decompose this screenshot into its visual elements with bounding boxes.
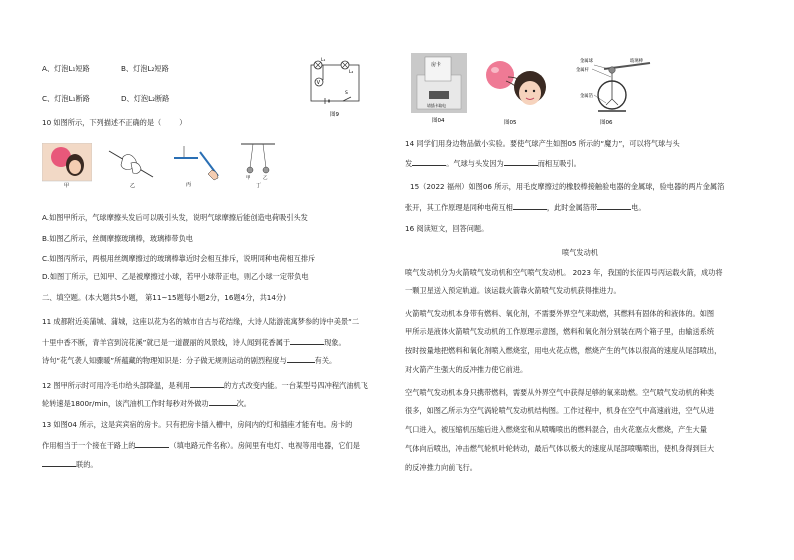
figure-06-caption: 图06 <box>600 120 613 126</box>
p2-line-4: 对火箭产生强大的反冲推力使它前进。 <box>405 365 528 374</box>
l1-label: L₁ <box>321 58 326 63</box>
q11-line-2: 十里中香不断，青羊宫到浣花溪”就已是一道靓丽的风景线，诗人闻到花香属于 现象。 <box>42 338 346 347</box>
figure-05-balloon <box>478 53 548 127</box>
q11-line-1: 11 成都附近美蒲城、蒲城，这座以花为名的城市自古与花结缘，大诗人陆游流寓梦参的诗中美景“二 <box>42 317 360 326</box>
label-ding: 丁 <box>256 183 262 189</box>
p1-line-1: 喷气发动机分为火箭喷气发动机和空气喷气发动机。 2023 年，我国的长征四号丙运载火箭，成功将 <box>405 268 723 277</box>
q10-stem: 10 如图所示，下列描述不正确的是（ ） <box>42 118 187 127</box>
q11-blank-1[interactable] <box>290 336 324 345</box>
q14-blank-2[interactable] <box>504 157 538 166</box>
q11-line-3: 诗句“花气袭人知骤暖”所蕴藏的物理知识是：分子做无规则运动的剧烈程度与 有关。 <box>42 356 337 365</box>
q10-option-c: C.如图丙所示，两根用丝绸摩擦过的玻璃棒靠近时会相互排斥，说明同种电荷相互排斥 <box>42 254 316 263</box>
q13-line-1: 13 如图04 所示，这是宾宾宿的房卡。只有把房卡插入槽中，房间内的灯和插座才能有电。房卡的 <box>42 420 353 429</box>
p2-line-2: 甲所示是液体火箭喷气发动机的工作原理示意图，燃料和氧化剂分别装在两个箱子里，由输送系统 <box>405 327 715 336</box>
q16-stem: 16 阅读短文，回答问题。 <box>405 224 489 233</box>
figure-9-circuit <box>305 56 365 120</box>
switch-label: S <box>345 91 348 96</box>
p2-line-1: 火箭喷气发动机本身带有燃料、氧化剂，不需要外界空气来助燃，其燃料有固体的和液体的。如图 <box>405 309 715 318</box>
label-metal-rod: 金属杆 <box>576 68 589 73</box>
figure-04-caption: 图04 <box>432 118 445 124</box>
p3-line-3: 气口进入，被压缩机压缩后进入燃烧室和从喷嘴喷出的燃料混合，由火花塞点火燃烧，产生大量 <box>405 425 707 434</box>
q13-blank-1[interactable] <box>135 439 169 448</box>
q12-line-2: 轮转速是1800r/min，该汽油机工作时每秒对外做功 次。 <box>42 399 251 408</box>
q10-option-a: A.如图甲所示，气球摩擦头发后可以吸引头发，说明气球摩擦后能创造电荷吸引头发 <box>42 213 308 222</box>
q15-line-2: 张开，其工作原理是同种电荷互相 ，此时金属箔带 电。 <box>405 203 646 212</box>
card-label: 房卡 <box>431 62 442 68</box>
l2-label: L₂ <box>349 70 354 75</box>
label-metal-ball: 金属球 <box>580 59 593 64</box>
label-jia: 甲 <box>64 183 70 189</box>
q10-option-d: D.如图丁所示，已知甲、乙是被摩擦过小球，若甲小球带正电，则乙小球一定带负电 <box>42 272 309 281</box>
q10-figure-yi <box>105 143 160 189</box>
q9-option-d: D、灯泡L₂断路 <box>121 94 170 103</box>
label-bing: 丙 <box>186 182 192 188</box>
q10-option-b: B.如图乙所示，丝绸摩擦玻璃棒，玻璃棒带负电 <box>42 234 193 243</box>
label-fig-jia: 甲 <box>246 176 251 181</box>
q12-line-1: 12 图甲所示时可用冷毛巾给头部降温，是利用 的方式改变内能。一台某型号四冲程汽油机飞 <box>42 381 368 390</box>
p3-line-2: 很多，如图乙所示为空气涡轮喷气发动机结构图。工作过程中，机身在空气中高速前进，空气从进 <box>405 406 715 415</box>
label-metal-foil: 金属箔 <box>580 94 593 99</box>
q15-blank-1[interactable] <box>513 201 547 210</box>
p3-line-4: 气体向后喷出，冲击燃气轮机叶轮转动，最后气体以极大的速度从尾部喷嘴喷出，使机身得到巨大 <box>405 444 715 453</box>
voltmeter-label: V <box>316 80 321 87</box>
q10-figure-bing <box>172 140 227 189</box>
q12-blank-1[interactable] <box>190 379 224 388</box>
article-title: 喷气发动机 <box>562 248 598 257</box>
section-2-header: 二、填空题。(本大题共5小题， 第11~15题每小题2分，16题4分，共14分) <box>42 293 286 302</box>
p1-line-2: 一颗卫星送入预定轨道。该运载火箭靠火箭喷气发动机获得推进力。 <box>405 286 621 295</box>
figure-9-caption: 图9 <box>330 112 339 118</box>
figure-06-electroscope <box>560 53 660 127</box>
q15-line-1: 15（2022 福州）如图06 所示，用毛皮摩擦过的橡胶棒接触验电器的金属球，验电器的两片金属箔 <box>410 182 725 191</box>
q13-line-3: 联的。 <box>42 458 98 470</box>
p3-line-5: 的反冲推力向前飞行。 <box>405 463 477 472</box>
q9-option-a: A、灯泡L₁短路 <box>42 64 90 73</box>
q11-blank-2[interactable] <box>287 354 315 363</box>
q14-blank-1[interactable] <box>412 157 446 166</box>
q13-blank-2[interactable] <box>42 458 76 467</box>
q9-option-b: B、灯泡L₂短路 <box>121 64 169 73</box>
card-slot-label: 请插卡取电 <box>427 103 446 108</box>
q9-option-c: C、灯泡L₁断路 <box>42 94 90 103</box>
figure-04-room-card <box>411 53 467 125</box>
q10-figure-jia <box>42 143 92 189</box>
p2-line-3: 按时按量地把燃料和氧化剂喷入燃烧室，用电火花点燃，燃烧产生的气体以很高的速度从尾部喷出， <box>405 346 722 355</box>
q10-figure-ding <box>235 140 285 189</box>
figure-05-caption: 图05 <box>504 120 517 126</box>
label-fig-yi: 乙 <box>263 176 268 181</box>
q14-line-1: 14 同学们用身边物品做小实验。要使气球产生如图05 所示的“魔力”，可以将气球与头 <box>405 139 680 148</box>
label-glass-rod: 玻璃棒 <box>630 59 643 64</box>
p3-line-1: 空气喷气发动机本身只携带燃料，需要从外界空气中获得足够的氧来助燃。空气喷气发动机的种类 <box>405 388 715 397</box>
q12-blank-2[interactable] <box>209 397 237 406</box>
q15-blank-2[interactable] <box>597 201 631 210</box>
q14-line-2: 发 。气球与头发因为 而相互吸引。 <box>405 159 581 168</box>
q13-line-2: 作用相当于一个接在干路上的 （填电路元件名称）。房间里有电灯、电视等用电器，它们是 <box>42 441 360 450</box>
label-yi: 乙 <box>130 183 136 189</box>
